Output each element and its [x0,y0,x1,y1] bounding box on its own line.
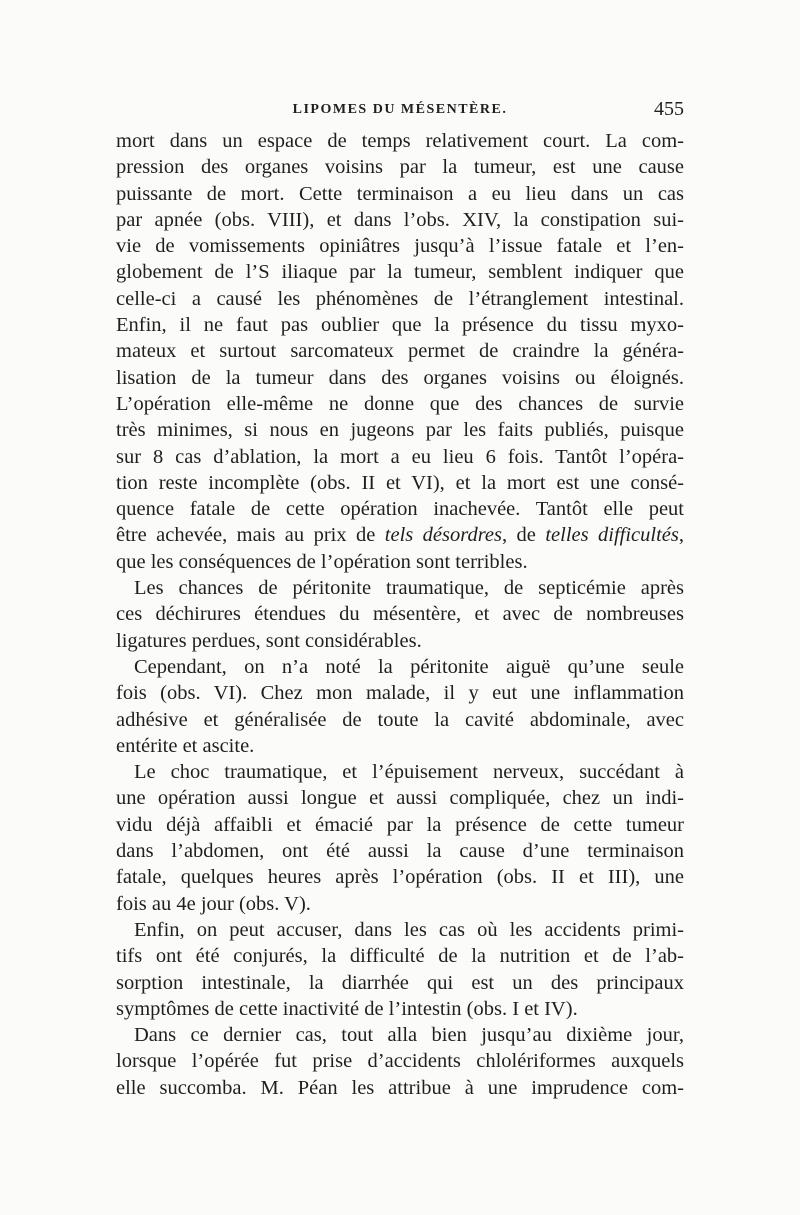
text-fragment: , [678,524,684,547]
italic-phrase: telles difficultés [545,524,679,547]
text-line: sorption intestinale, la diarrhée qui est un des principaux [116,971,684,994]
text-line: vie de vomissements opiniâtres jusqu’à l’issue fatale et l’en- [116,235,684,258]
text-line: symptômes de cette inactivité de l’intestin (obs. I et IV). [116,997,578,1020]
text-line: adhésive et généralisée de toute la cavité abdominale, avec [116,708,684,731]
text-line: mort dans un espace de temps relativement court. La com- [116,130,684,152]
text-line: fois (obs. VI). Chez mon malade, il y eut une inflammation [116,682,684,705]
paragraph [116,128,684,575]
text-line: tifs ont été conjurés, la difficulté de la nutrition et de l’ab- [116,945,684,968]
text-line: Dans ce dernier cas, tout alla bien jusqu’au dixième jour, [134,1024,684,1047]
text-line: tion reste incomplète (obs. II et VI), et la mort est une consé- [116,471,684,494]
text-line: Enfin, on peut accuser, dans les cas où les accidents primi- [134,918,684,941]
running-head: LIPOMES DU MÉSENTÈRE. [292,102,508,117]
text-line: Le choc traumatique, et l’épuisement nerveux, succédant à [134,761,684,784]
paragraph [116,1022,684,1101]
text-line: Enfin, il ne faut pas oublier que la présence du tissu myxo- [116,314,684,337]
text-fragment: quence fatale de cette opération inachevée. Tantôt elle peut [116,498,684,521]
text-line [116,496,684,522]
text-line: fatale, quelques heures après l’opération (obs. II et III), une [116,866,684,889]
text-line: une opération aussi longue et aussi compliquée, chez un indi- [116,787,684,810]
text-fragment: être achevée, mais au prix de [116,524,385,547]
text-line [116,522,684,548]
text-line: très minimes, si nous en jugeons par les faits publiés, puisque [116,419,684,442]
text-line: sur 8 cas d’ablation, la mort a eu lieu 6 fois. Tantôt l’opéra- [116,445,684,468]
text-line: lisation de la tumeur dans des organes voisins ou éloignés. [116,366,684,389]
body-text [116,128,684,1101]
text-line: mateux et surtout sarcomateux permet de craindre la généra- [116,340,684,363]
text-line: que les conséquences de l’opération sont terribles. [116,550,528,573]
text-line: pression des organes voisins par la tumeur, est une cause [116,156,684,179]
text-line: Les chances de péritonite traumatique, de septicémie après [134,577,684,600]
italic-phrase: tels désordres [384,524,503,547]
page-header [116,98,684,124]
text-line: elle succomba. M. Péan les attribue à une imprudence com- [116,1076,684,1099]
paragraph [116,654,684,759]
text-line: celle-ci a causé les phénomènes de l’étranglement intestinal. [116,287,684,310]
text-line: fois au 4e jour (obs. V). [116,892,311,915]
page-number: 455 [654,98,684,120]
text-line: globement de l’S iliaque par la tumeur, semblent indiquer que [116,261,684,284]
text-line: puissante de mort. Cette terminaison a eu lieu dans un cas [116,182,684,205]
paragraph [116,917,684,1022]
text-line: Cependant, on n’a noté la péritonite aiguë qu’une seule [134,655,684,678]
text-line: par apnée (obs. VIII), et dans l’obs. XIV, la constipation sui- [116,208,684,231]
text-line: lorsque l’opérée fut prise d’accidents chlolériformes auxquels [116,1050,684,1073]
text-line: L’opération elle-même ne donne que des chances de survie [116,392,684,415]
paragraph [116,575,684,654]
text-line: ces déchirures étendues du mésentère, et avec de nombreuses [116,603,684,626]
paragraph [116,759,684,917]
text-line: ligatures perdues, sont considérables. [116,629,422,652]
text-fragment: , de [502,524,546,547]
text-line: entérite et ascite. [116,734,255,757]
text-line: dans l’abdomen, ont été aussi la cause d’une terminaison [116,840,684,863]
text-line: vidu déjà affaibli et émacié par la présence de cette tumeur [116,813,684,836]
